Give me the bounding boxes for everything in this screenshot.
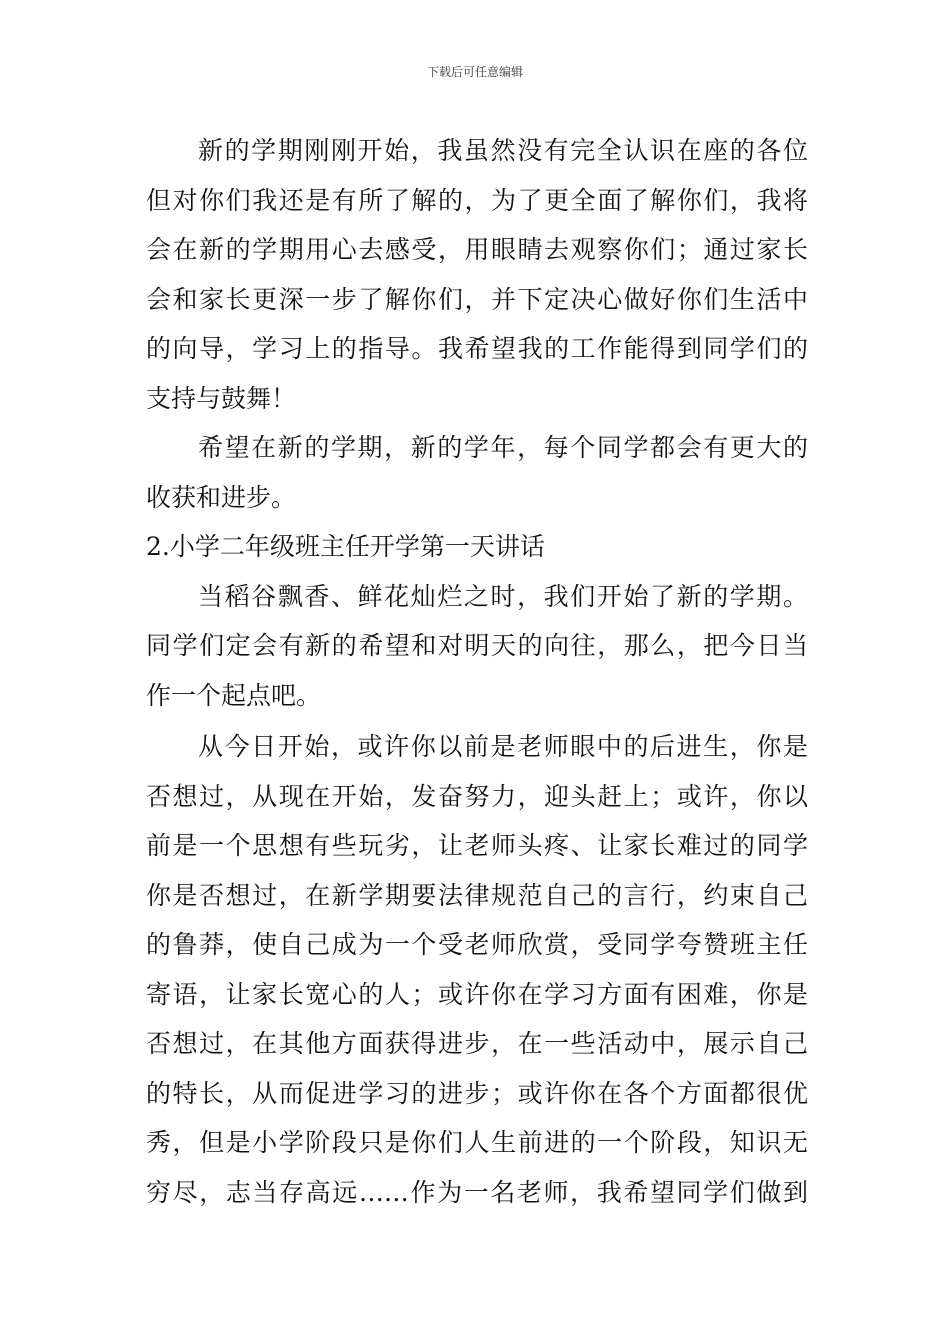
text-line: 作一个起点吧。	[146, 680, 322, 710]
text-line: 秀，但是小学阶段只是你们人生前进的一个阶段，知识无	[146, 1128, 808, 1157]
paragraph-2	[146, 423, 808, 522]
text-line: 否想过，从现在开始，发奋努力，迎头赶上；或许，你以	[146, 781, 808, 811]
text-line: 的特长，从而促进学习的进步；或许你在各个方面都很优	[146, 1078, 808, 1108]
text-line: 支持与鼓舞！	[146, 383, 297, 413]
paragraph-4	[146, 722, 808, 1217]
text-line: 会在新的学期用心去感受，用眼睛去观察你们；通过家长	[146, 235, 808, 264]
text-line: 希望在新的学期，新的学年，每个同学都会有更大的	[198, 433, 808, 462]
paragraph-1	[146, 126, 808, 423]
text-line: 前是一个思想有些玩劣，让老师头疼、让家长难过的同学	[146, 831, 808, 860]
text-line: 的鲁莽，使自己成为一个受老师欣赏，受同学夸赞班主任	[146, 930, 808, 959]
text-line: 穷尽，志当存高远……作为一名老师，我希望同学们做到	[146, 1177, 808, 1207]
paragraph-3	[146, 572, 808, 721]
document-body	[146, 126, 808, 1217]
text-line: 会和家长更深一步了解你们，并下定决心做好你们生活中	[146, 284, 808, 314]
text-line: 同学们定会有新的希望和对明天的向往，那么，把今日当	[146, 631, 808, 660]
text-line: 你是否想过，在新学期要法律规范自己的言行，约束自己	[146, 880, 808, 910]
text-line: 当稻谷飘香、鲜花灿烂之时，我们开始了新的学期。	[198, 581, 808, 611]
section-heading	[146, 522, 808, 572]
text-line: 收获和进步。	[146, 482, 297, 512]
text-line: 但对你们我还是有所了解的，为了更全面了解你们，我将	[146, 185, 808, 215]
heading-line: 2.小学二年级班主任开学第一天讲话	[146, 532, 545, 561]
text-line: 的向导，学习上的指导。我希望我的工作能得到同学们的	[146, 334, 808, 363]
text-line: 否想过，在其他方面获得进步，在一些活动中，展示自己	[146, 1029, 808, 1058]
page-header: 下载后可任意编辑	[426, 65, 523, 79]
text-line: 寄语，让家长宽心的人；或许你在学习方面有困难，你是	[146, 979, 808, 1009]
text-line: 从今日开始，或许你以前是老师眼中的后进生，你是	[198, 732, 808, 761]
text-line: 新的学期刚刚开始，我虽然没有完全认识在座的各位	[198, 136, 808, 165]
